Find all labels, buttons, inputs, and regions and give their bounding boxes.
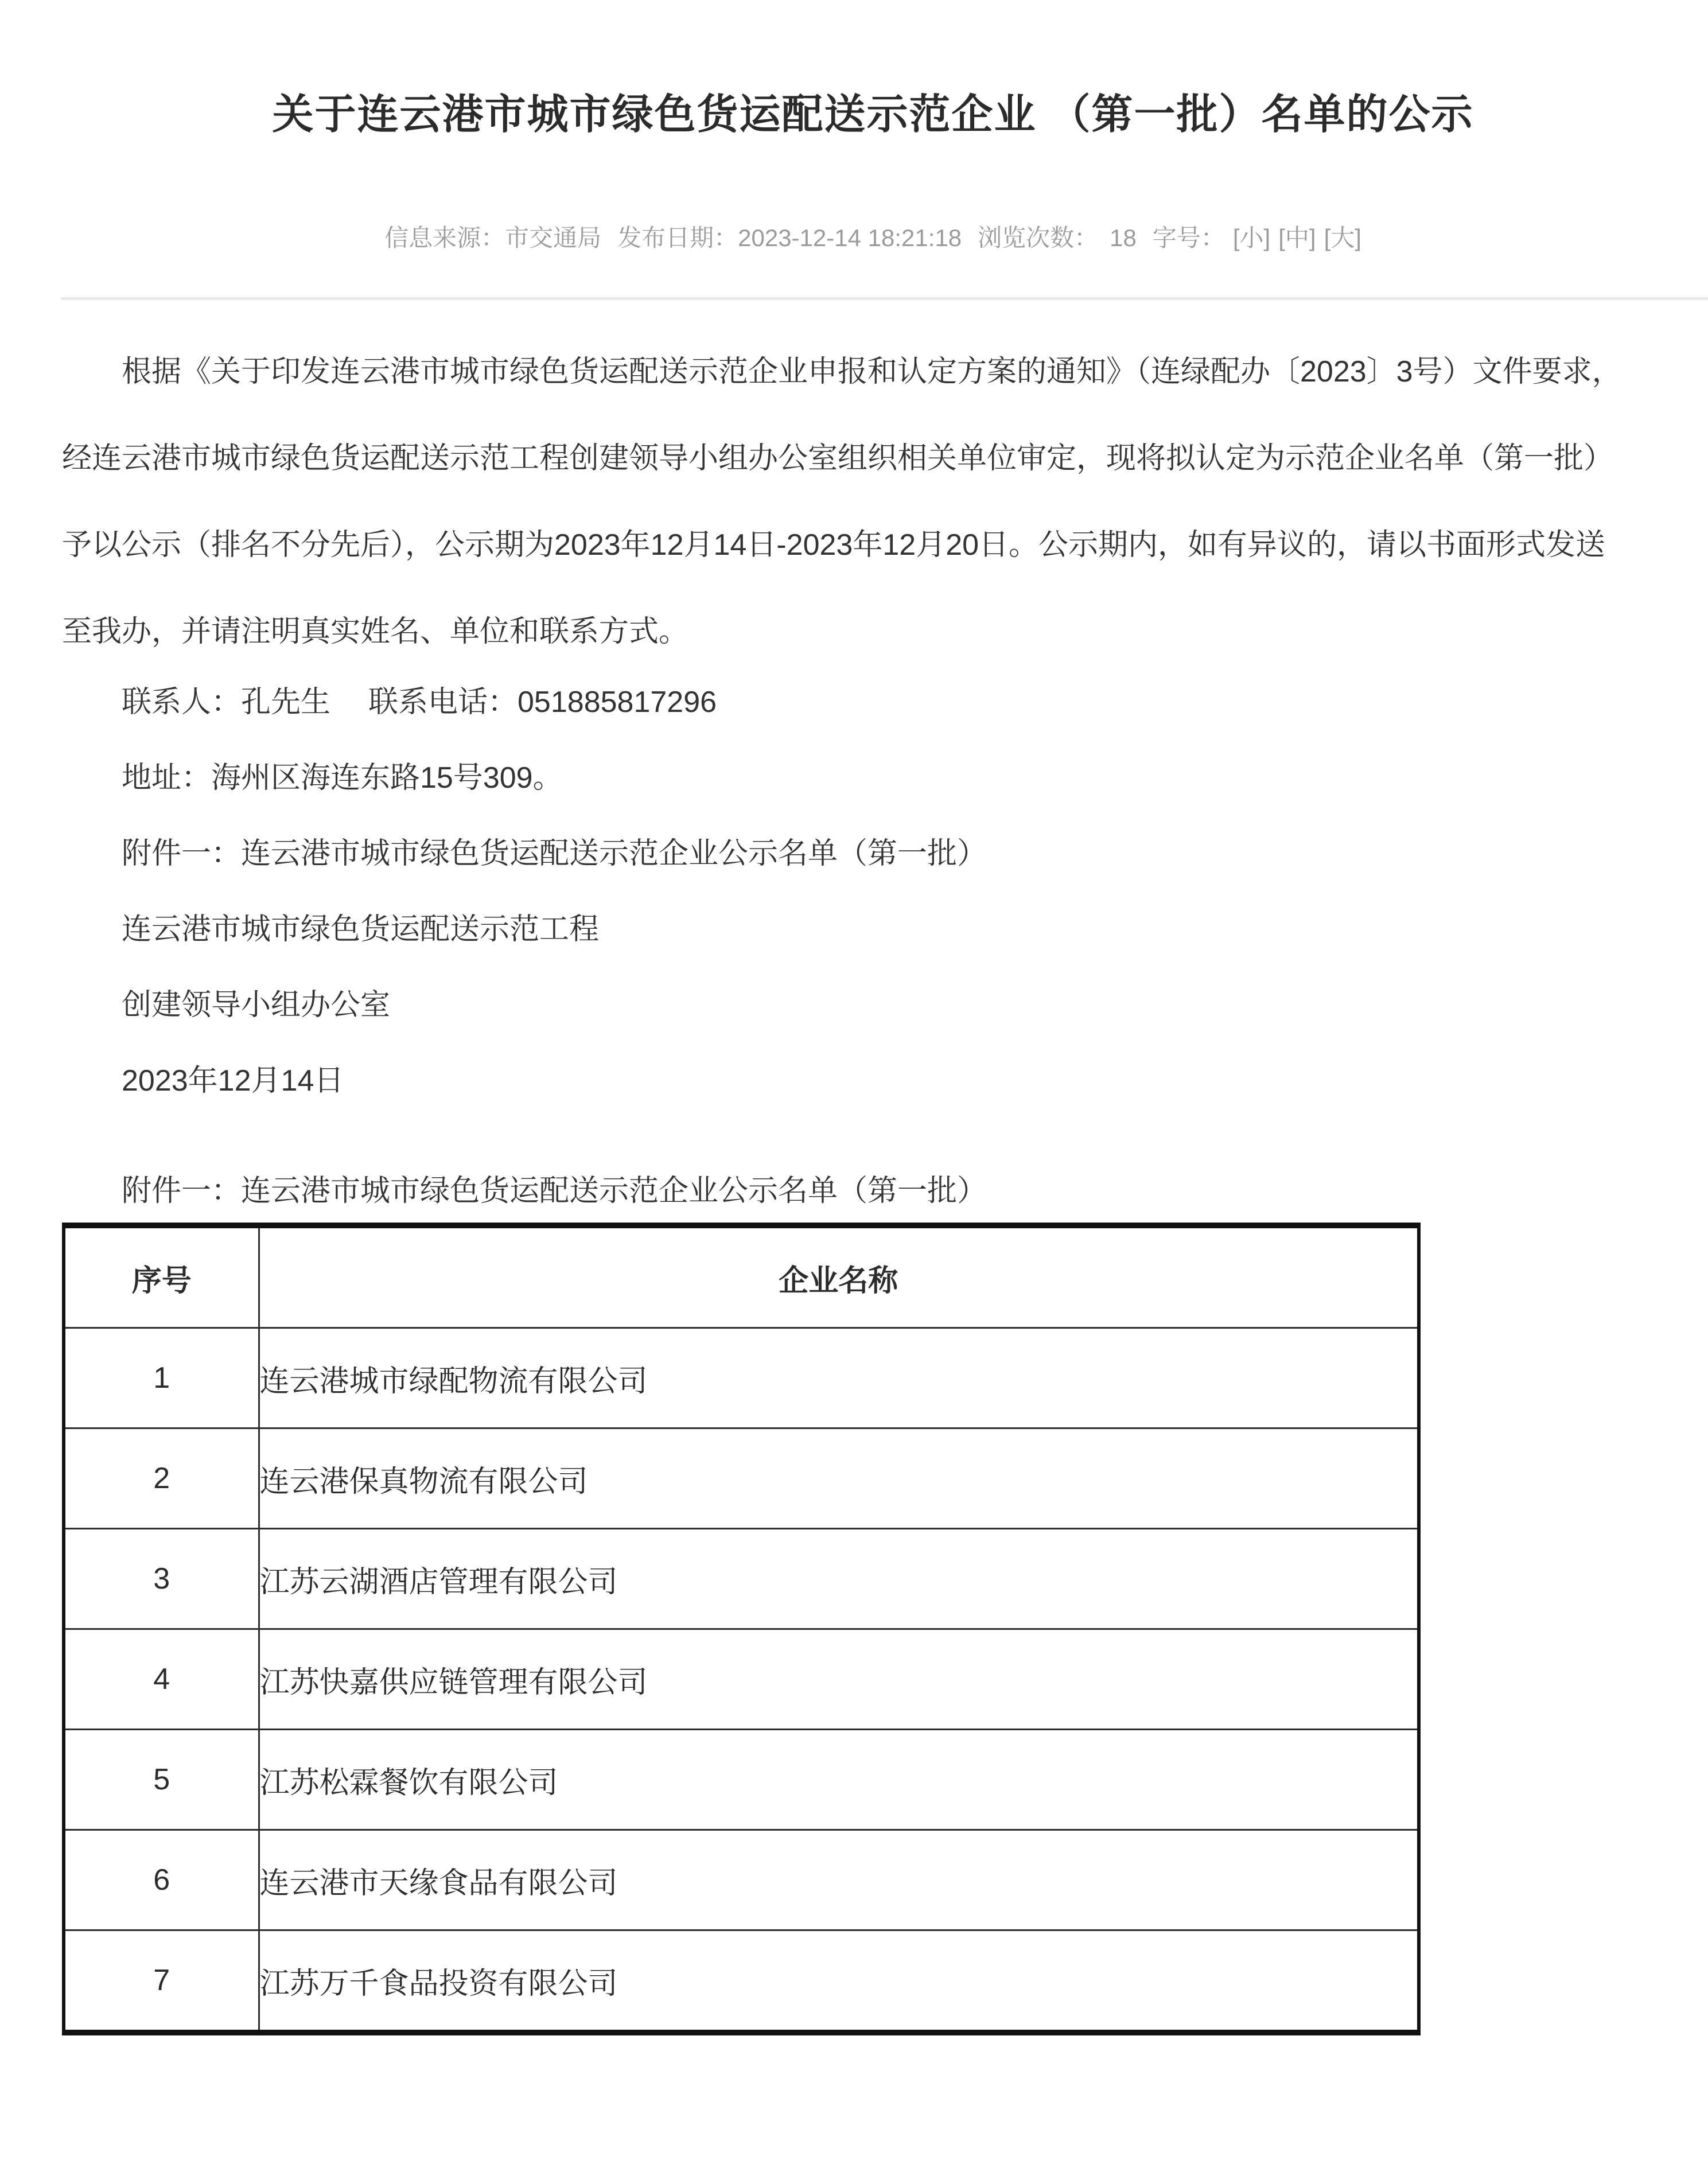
announcement-body: [0, 300, 1708, 1099]
attachment-table-caption: 附件一：连云港市城市绿色货运配送示范企业公示名单（第一批）: [122, 1174, 987, 1208]
table-cell-company: 连云港市天缘食品有限公司: [259, 1830, 1419, 1930]
meta-views-value: 18: [1110, 224, 1137, 251]
table-cell-no: 5: [64, 1730, 259, 1830]
font-size-large-button[interactable]: [大]: [1324, 224, 1361, 251]
meta-publish-value: 2023-12-14 18:21:18: [738, 224, 962, 251]
table-cell-company: 连云港保真物流有限公司: [259, 1428, 1419, 1529]
org-name-line: 连云港市城市绿色货运配送示范工程: [122, 913, 600, 946]
table-row: [64, 1830, 1419, 1930]
meta-views-label: 浏览次数：: [978, 224, 1099, 251]
meta-fontsize-label: 字号：: [1152, 224, 1225, 251]
table-row: [64, 1529, 1419, 1629]
table-header-row: [64, 1225, 1419, 1328]
table-row: [64, 1730, 1419, 1830]
header-cell-no: 序号: [64, 1225, 259, 1328]
font-size-medium-button[interactable]: [中]: [1278, 224, 1316, 251]
contact-line: [62, 684, 1684, 720]
paragraph-line: 经连云港市城市绿色货运配送示范工程创建领导小组办公室组织相关单位审定，现将拟认定为示范企业名单（第一批）: [62, 442, 1614, 475]
paragraph-line: 予以公示（排名不分先后），公示期为2023年12月14日-2023年12月20日。公示期内，如有异议的，请以书面形式发送: [62, 528, 1606, 562]
table-cell-no: 3: [64, 1529, 259, 1629]
attachment-note-line: 附件一：连云港市城市绿色货运配送示范企业公示名单（第一批）: [122, 837, 987, 870]
meta-publish-label: 发布日期：: [617, 224, 738, 251]
meta-source-value: 市交通局: [505, 224, 602, 251]
table-row: [64, 1328, 1419, 1428]
table-cell-no: 4: [64, 1629, 259, 1730]
table-row: [64, 1930, 1419, 2033]
table-cell-company: 江苏松霖餐饮有限公司: [259, 1730, 1419, 1830]
page-title: 关于连云港市城市绿色货运配送示范企业 （第一批）名单的公示: [272, 92, 1474, 138]
font-size-small-button[interactable]: [小]: [1232, 224, 1271, 251]
table-cell-company: 江苏快嘉供应链管理有限公司: [259, 1629, 1419, 1730]
table-row: [64, 1428, 1419, 1529]
header-cell-company: 企业名称: [259, 1225, 1419, 1328]
attachment-table-section: [0, 1173, 1708, 2035]
contact-person: 联系人：孔先生: [122, 686, 331, 719]
page-header: [0, 0, 1708, 252]
org-office-line: 创建领导小组办公室: [122, 988, 391, 1022]
meta-bar: [62, 224, 1684, 252]
paragraph-line: 根据《关于印发连云港市城市绿色货运配送示范企业申报和认定方案的通知》（连绿配办〔2023〕3号）文件要求，: [122, 355, 1622, 388]
table-row: [64, 1629, 1419, 1730]
address-line: 地址：海州区海连东路15号309。: [122, 761, 563, 795]
table-cell-company: 江苏云湖酒店管理有限公司: [259, 1529, 1419, 1629]
meta-source-label: 信息来源：: [384, 224, 505, 251]
table-cell-company: 连云港城市绿配物流有限公司: [259, 1328, 1419, 1428]
company-roster-table: [62, 1223, 1421, 2035]
contact-phone: 联系电话：051885817296: [368, 686, 717, 719]
sign-date-line: 2023年12月14日: [122, 1064, 344, 1097]
paragraph-line: 至我办，并请注明真实姓名、单位和联系方式。: [62, 615, 689, 648]
table-cell-no: 2: [64, 1428, 259, 1529]
table-cell-no: 1: [64, 1328, 259, 1428]
table-cell-no: 7: [64, 1930, 259, 2033]
table-cell-company: 江苏万千食品投资有限公司: [259, 1930, 1419, 2033]
table-cell-no: 6: [64, 1830, 259, 1930]
info-block: [62, 684, 1684, 1099]
